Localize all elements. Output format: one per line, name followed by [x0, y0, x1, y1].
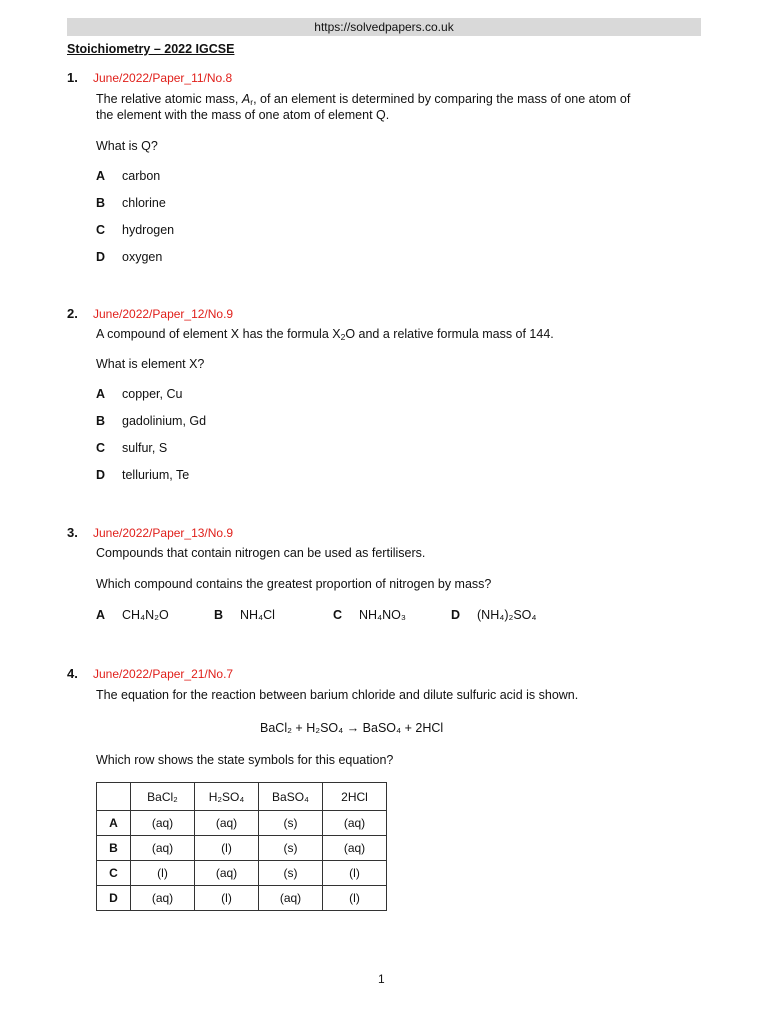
table-cell: (l)	[323, 886, 387, 911]
page-number: 1	[378, 972, 385, 986]
table-header-row	[97, 783, 387, 811]
q1-option-d-letter: D	[96, 250, 106, 264]
table-cell: (s)	[259, 836, 323, 861]
question-2-number: 2.	[67, 306, 78, 321]
q1-option-d-text: oxygen	[122, 250, 163, 264]
header-url[interactable]: https://solvedpapers.co.uk	[314, 20, 454, 34]
table-cell: (aq)	[195, 861, 259, 886]
q1-option-c-text: hydrogen	[122, 223, 175, 237]
table-row-label: A	[97, 811, 131, 836]
q3-option-c-text: NH₄NO₃	[359, 608, 406, 622]
q3-option-a-text: CH₄N₂O	[122, 608, 169, 622]
table-cell: (aq)	[131, 836, 195, 861]
question-1-stem-line2: the element with the mass of one atom of element Q.	[96, 108, 390, 122]
question-3-prompt: Which compound contains the greatest proportion of nitrogen by mass?	[96, 577, 492, 591]
table-cell: (s)	[259, 861, 323, 886]
question-3-stem: Compounds that contain nitrogen can be used as fertilisers.	[96, 546, 426, 560]
question-2-prompt: What is element X?	[96, 357, 205, 371]
table-header-cell: H₂SO₄	[195, 783, 259, 811]
q1-option-c-letter: C	[96, 223, 106, 237]
table-row	[97, 886, 387, 911]
question-2-stem: A compound of element X has the formula $X_2O$ and a relative formula mass of 144.	[96, 327, 554, 342]
table-row-label: C	[97, 861, 131, 886]
table-header-cell: BaCl₂	[131, 783, 195, 811]
question-2-reference: June/2022/Paper_12/No.9	[93, 307, 234, 321]
q1-option-b-letter: B	[96, 196, 106, 210]
q2-option-a-letter: A	[96, 387, 106, 401]
table-header-cell: 2HCl	[323, 783, 387, 811]
table-cell: (l)	[323, 861, 387, 886]
table-header-cell	[97, 783, 131, 811]
q2-option-b-letter: B	[96, 414, 106, 428]
q2-option-c-letter: C	[96, 441, 106, 455]
table-cell: (l)	[195, 836, 259, 861]
q2-option-b-text: gadolinium, Gd	[122, 414, 207, 428]
table-cell: (aq)	[323, 836, 387, 861]
page-title: Stoichiometry – 2022 IGCSE	[67, 42, 235, 56]
table-cell: (l)	[131, 861, 195, 886]
q3-option-b-letter: B	[214, 608, 224, 622]
q1-option-a-text: carbon	[122, 169, 161, 183]
question-1-number: 1.	[67, 70, 78, 85]
question-1-prompt: What is Q?	[96, 139, 158, 153]
question-4-equation: BaCl₂ + H₂SO₄ → BaSO₄ + 2HCl	[260, 721, 444, 735]
q1-option-b-text: chlorine	[122, 196, 166, 210]
state-symbols-table	[96, 782, 387, 911]
table-row-label: B	[97, 836, 131, 861]
q2-option-d-letter: D	[96, 468, 106, 482]
q3-option-d-text: (NH₄)₂SO₄	[477, 608, 537, 622]
table-row-label: D	[97, 886, 131, 911]
q3-option-b-text: NH₄Cl	[240, 608, 275, 622]
header-url-bar[interactable]	[67, 18, 701, 36]
question-4-reference: June/2022/Paper_21/No.7	[93, 667, 234, 681]
table-cell: (l)	[195, 886, 259, 911]
question-4-stem: The equation for the reaction between barium chloride and dilute sulfuric acid is shown.	[96, 688, 579, 702]
table-cell: (aq)	[323, 811, 387, 836]
q2-option-c-text: sulfur, S	[122, 441, 168, 455]
table-row	[97, 811, 387, 836]
q2-option-a-text: copper, Cu	[122, 387, 183, 401]
table-cell: (s)	[259, 811, 323, 836]
table-header-cell: BaSO₄	[259, 783, 323, 811]
table-row	[97, 861, 387, 886]
question-1-reference: June/2022/Paper_11/No.8	[93, 71, 233, 85]
question-3-reference: June/2022/Paper_13/No.9	[93, 526, 234, 540]
question-1-stem-line1: The relative atomic mass, $A_r$, of an element is determined by comparing the mass of one atom of	[96, 92, 631, 107]
question-3-number: 3.	[67, 525, 78, 540]
question-4-number: 4.	[67, 666, 78, 681]
q3-option-a-letter: A	[96, 608, 106, 622]
question-4-prompt: Which row shows the state symbols for this equation?	[96, 753, 394, 767]
q3-option-d-letter: D	[451, 608, 461, 622]
table-cell: (aq)	[195, 811, 259, 836]
table-row	[97, 836, 387, 861]
q2-option-d-text: tellurium, Te	[122, 468, 190, 482]
table-cell: (aq)	[259, 886, 323, 911]
table-cell: (aq)	[131, 886, 195, 911]
table-cell: (aq)	[131, 811, 195, 836]
q3-option-c-letter: C	[333, 608, 343, 622]
q1-option-a-letter: A	[96, 169, 106, 183]
